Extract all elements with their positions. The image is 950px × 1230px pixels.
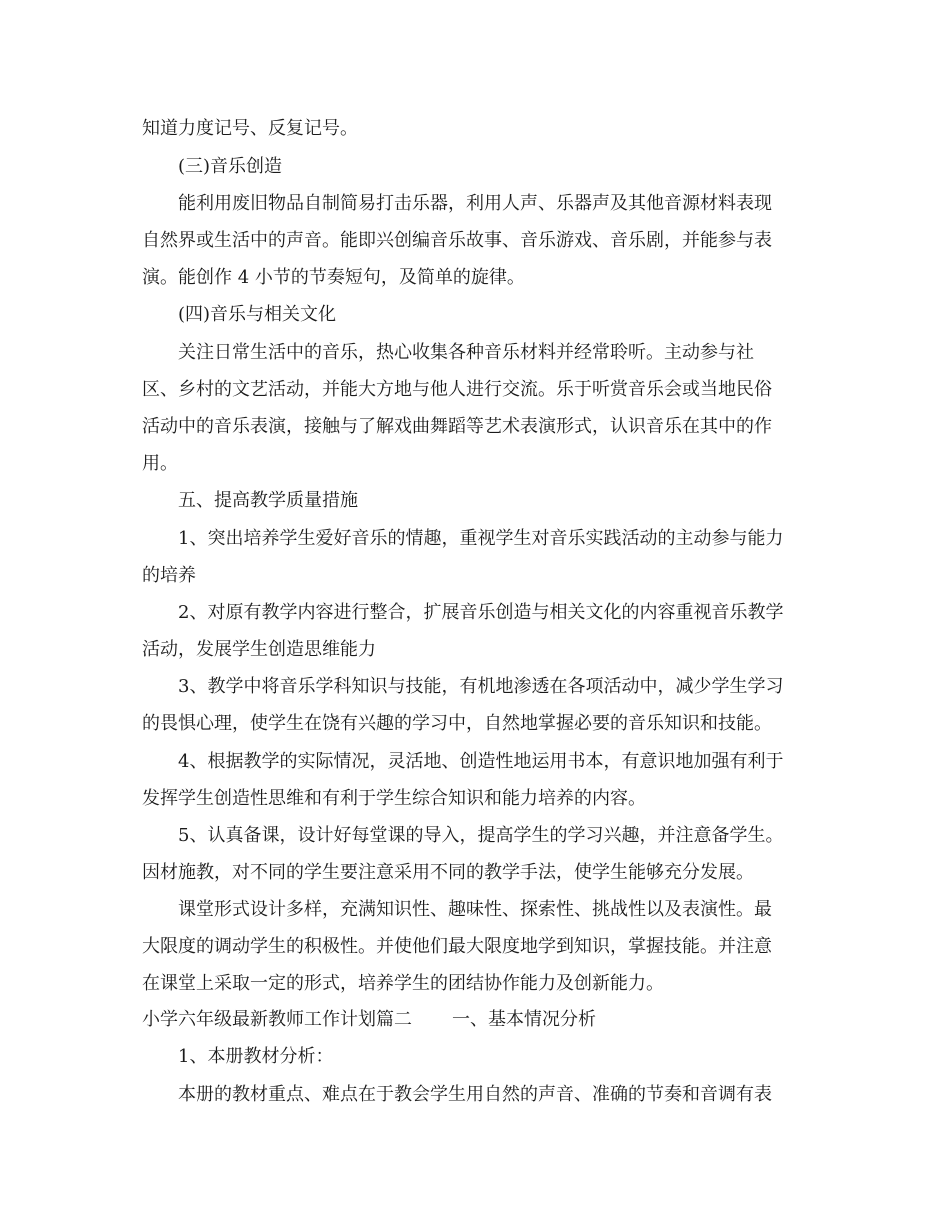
text-line: 因材施教，对不同的学生要注意采用不同的教学手法，使学生能够充分发展。 [142, 862, 754, 883]
subheading: (四)音乐与相关文化 [178, 304, 337, 325]
text-line: 区、乡村的文艺活动，并能大方地与他人进行交流。乐于听赏音乐会或当地民俗 [142, 379, 772, 400]
section-heading-row [142, 1008, 596, 1032]
text-line: 发挥学生创造性思维和有利于学生综合知识和能力培养的内容。 [142, 788, 646, 809]
text-line: 的培养 [142, 565, 196, 586]
text-line: 4、根据教学的实际情况，灵活地、创造性地运用书本，有意识地加强有利于 [178, 751, 784, 772]
text-line: 在课堂上采取一定的形式，培养学生的团结协作能力及创新能力。 [142, 973, 664, 994]
text-line: 知道力度记号、反复记号。 [142, 118, 358, 139]
text-line: 1、本册教材分析： [178, 1046, 334, 1067]
text-line: 能利用废旧物品自制简易打击乐器，利用人声、乐器声及其他音源材料表现 [178, 193, 772, 214]
section-subheading: 一、基本情况分析 [452, 1009, 596, 1030]
text-line: 大限度的调动学生的积极性。并使他们最大限度地学到知识，掌握技能。并注意 [142, 936, 772, 957]
subheading: (三)音乐创造 [178, 156, 283, 177]
text-line: 用。 [142, 453, 178, 474]
text-line: 的畏惧心理，使学生在饶有兴趣的学习中，自然地掌握必要的音乐知识和技能。 [142, 713, 772, 734]
document-section-title: 小学六年级最新教师工作计划篇二 [142, 1009, 412, 1030]
text-line: 5、认真备课，设计好每堂课的导入，提高学生的学习兴趣，并注意备学生。 [178, 825, 784, 846]
text-line: 3、教学中将音乐学科知识与技能，有机地渗透在各项活动中，减少学生学习 [178, 676, 784, 697]
text-line: 课堂形式设计多样，充满知识性、趣味性、探索性、挑战性以及表演性。最 [178, 899, 772, 920]
section-heading: 五、提高教学质量措施 [178, 490, 358, 511]
text-line: 本册的教材重点、难点在于教会学生用自然的声音、准确的节奏和音调有表 [178, 1084, 772, 1105]
text-line: 演。能创作 4 小节的节奏短句，及简单的旋律。 [142, 267, 525, 288]
text-line: 2、对原有教学内容进行整合，扩展音乐创造与相关文化的内容重视音乐教学 [178, 602, 784, 623]
text-line: 1、突出培养学生爱好音乐的情趣，重视学生对音乐实践活动的主动参与能力 [178, 528, 784, 549]
text-line: 活动，发展学生创造思维能力 [142, 639, 376, 660]
text-line: 自然界或生活中的声音。能即兴创编音乐故事、音乐游戏、音乐剧，并能参与表 [142, 230, 772, 251]
text-line: 活动中的音乐表演，接触与了解戏曲舞蹈等艺术表演形式，认识音乐在其中的作 [142, 416, 772, 437]
text-line: 关注日常生活中的音乐，热心收集各种音乐材料并经常聆听。主动参与社 [178, 342, 754, 363]
